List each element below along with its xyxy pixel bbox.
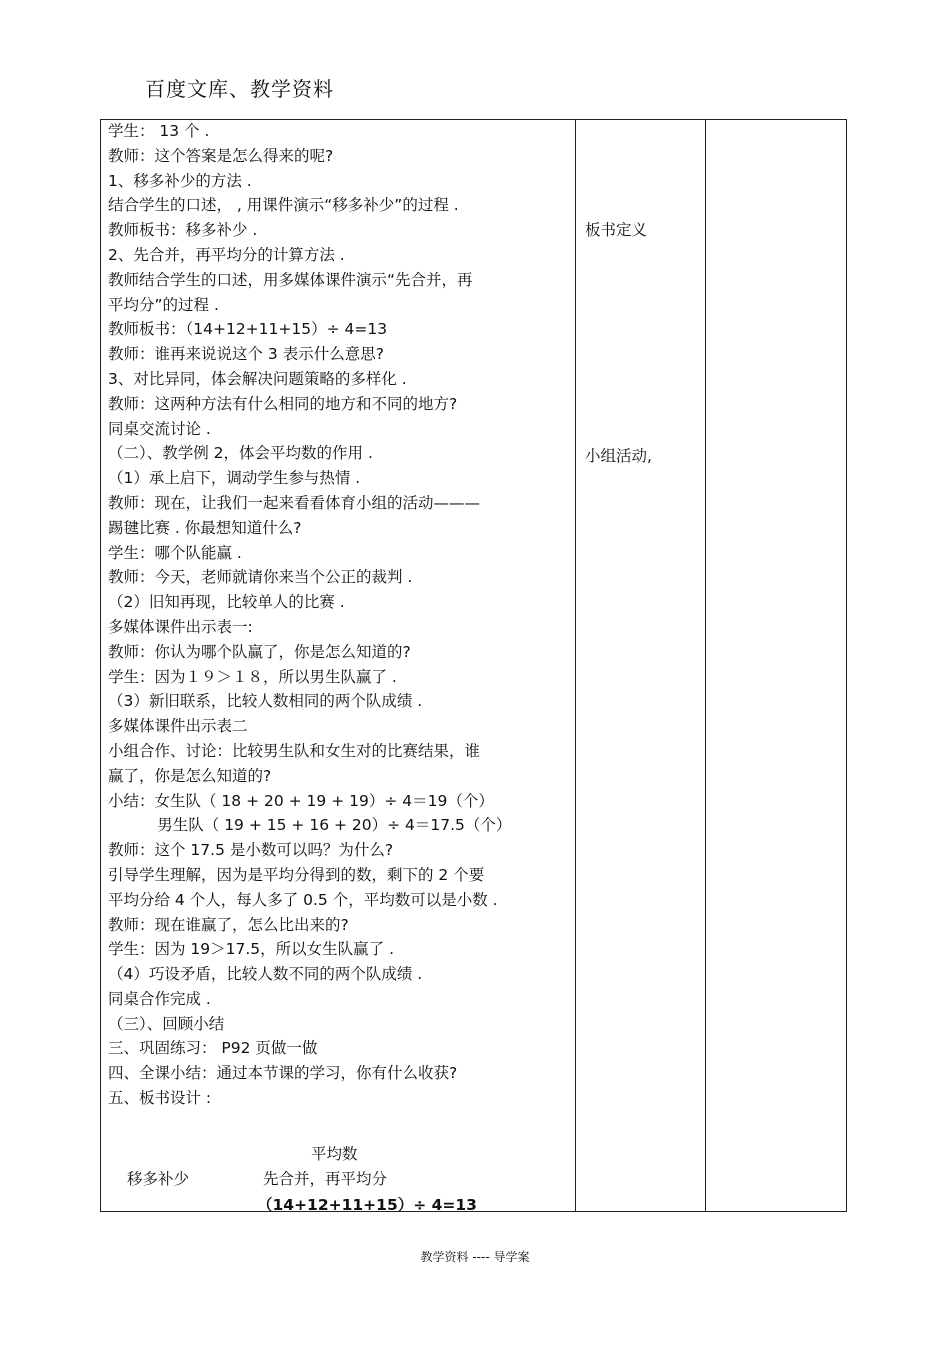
text-line: 教师板书：移多补少 . <box>108 221 258 240</box>
text-line: 教师板书：（14+12+11+15）÷ 4=13 <box>108 320 388 339</box>
text-line: 教师：现在谁赢了，怎么比出来的? <box>108 915 349 934</box>
text-line: （4）巧设矛盾，比较人数不同的两个队成绩 . <box>108 965 423 984</box>
board-summary-formula: （14+12+11+15）÷ 4=13 <box>257 1196 477 1214</box>
text-line: （2）旧知再现，比较单人的比赛 . <box>108 593 345 612</box>
text-line: 2、先合并，再平均分的计算方法 . <box>108 245 345 264</box>
lesson-table <box>100 119 847 1212</box>
text-line: 男生队（ 19 + 15 + 16 + 20）÷ 4＝17.5（个） <box>108 816 512 835</box>
text-line: 学生：因为１９＞１８，所以男生队赢了 . <box>108 667 397 686</box>
text-line: 教师：今天，老师就请你来当个公正的裁判 . <box>108 568 413 587</box>
document-footer: 教学资料 ---- 导学案 <box>420 1250 530 1264</box>
text-line: 三、巩固练习： P92 页做一做 <box>108 1039 318 1058</box>
text-line: 小组合作、讨论：比较男生队和女生对的比赛结果，谁 <box>108 741 481 760</box>
board-summary-method-2: 先合并，再平均分 <box>263 1170 388 1188</box>
text-line: 教师：这个答案是怎么得来的呢? <box>108 146 334 165</box>
text-line: 教师：现在，让我们一起来看看体育小组的活动——— <box>108 493 481 512</box>
text-line: （三）、回顾小结 <box>108 1014 225 1033</box>
text-line: 踢毽比赛 . 你最想知道什么? <box>108 518 302 537</box>
document-header: 百度文库、教学资料 <box>145 77 334 101</box>
text-line: 学生：哪个队能赢 . <box>108 543 242 562</box>
text-line: 学生：因为 19＞17.5，所以女生队赢了 . <box>108 940 395 959</box>
text-line: 1、移多补少的方法 . <box>108 171 252 190</box>
margin-note-definition: 板书定义 <box>585 221 648 239</box>
text-line: 多媒体课件出示表二 <box>108 717 248 736</box>
lesson-content <box>108 119 572 1111</box>
text-line: 多媒体课件出示表一: <box>108 617 253 636</box>
text-line: 同桌合作完成 . <box>108 989 211 1008</box>
text-line: 小结：女生队（ 18 + 20 + 19 + 19）÷ 4＝19（个） <box>108 791 494 810</box>
text-line: 教师：谁再来说说这个 3 表示什么意思? <box>108 345 384 364</box>
text-line: 教师结合学生的口述，用多媒体课件演示“先合并，再 <box>108 270 473 289</box>
text-line: 学生： 13 个 . <box>108 122 210 140</box>
text-line: 3、对比异同，体会解决问题策略的多样化 . <box>108 369 407 388</box>
text-line: 教师：这两种方法有什么相同的地方和不同的地方? <box>108 394 458 413</box>
board-summary-title: 平均数 <box>311 1145 358 1163</box>
column-divider <box>575 120 576 1211</box>
text-line: 平均分给 4 个人，每人多了 0.5 个，平均数可以是小数 . <box>108 890 498 909</box>
text-line: 结合学生的口述， , 用课件演示“移多补少”的过程 . <box>108 196 459 215</box>
text-line: 引导学生理解，因为是平均分得到的数，剩下的 2 个要 <box>108 865 485 884</box>
text-line: （1）承上启下，调动学生参与热情 . <box>108 469 361 488</box>
column-divider <box>705 120 706 1211</box>
margin-note-group-activity: 小组活动, <box>585 447 652 465</box>
text-line: 同桌交流讨论 . <box>108 419 211 438</box>
text-line: 教师：这个 17.5 是小数可以吗？为什么? <box>108 841 394 860</box>
board-summary-method-1: 移多补少 <box>127 1170 190 1188</box>
text-line: 五、板书设计 : <box>108 1089 212 1108</box>
text-line: 四、全课小结：通过本节课的学习，你有什么收获? <box>108 1064 458 1083</box>
text-line: （3）新旧联系，比较人数相同的两个队成绩 . <box>108 692 423 711</box>
text-line: 平均分”的过程 . <box>108 295 219 314</box>
text-line: 赢了，你是怎么知道的? <box>108 766 272 785</box>
text-line: （二）、教学例 2，体会平均数的作用 . <box>108 444 373 463</box>
text-line: 教师：你认为哪个队赢了，你是怎么知道的? <box>108 642 411 661</box>
